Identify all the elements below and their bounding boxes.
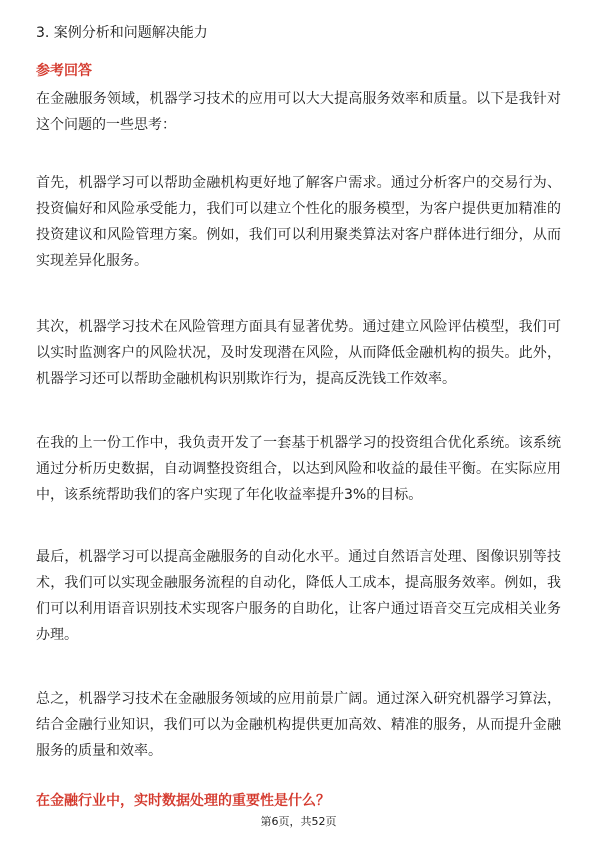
answer-label: 参考回答 <box>36 63 92 79</box>
answer-paragraph-first: 首先，机器学习可以帮助金融机构更好地了解客户需求。通过分析客户的交易行为、投资偏好和风险承受能力，我们可以建立个性化的服务模型，为客户提供更加精准的投资建议和风险管理方案。例如，我们可以利用聚类算法对客户群体进行细分，从而实现差异化服务。 <box>36 175 561 269</box>
answer-paragraph-experience: 在我的上一份工作中，我负责开发了一套基于机器学习的投资组合优化系统。该系统通过分析历史数据，自动调整投资组合，以达到风险和收益的最佳平衡。在实际应用中，该系统帮助我们的客户实现了年化收益率提升3%的目标。 <box>36 435 561 503</box>
answer-paragraph-summary: 总之，机器学习技术在金融服务领域的应用前景广阔。通过深入研究机器学习算法，结合金融行业知识，我们可以为金融机构提供更加高效、精准的服务，从而提升金融服务的质量和效率。 <box>36 691 561 759</box>
answer-paragraph-second: 其次，机器学习技术在风险管理方面具有显著优势。通过建立风险评估模型，我们可以实时监测客户的风险状况，及时发现潜在风险，从而降低金融机构的损失。此外，机器学习还可以帮助金融机构识别欺诈行为，提高反洗钱工作效率。 <box>36 319 561 387</box>
document-page <box>36 0 561 842</box>
next-question-heading: 在金融行业中，实时数据处理的重要性是什么？ <box>36 793 330 809</box>
page-number-footer: 第6页，共52页 <box>260 815 337 828</box>
answer-paragraph-intro: 在金融服务领域，机器学习技术的应用可以大大提高服务效率和质量。以下是我针对这个问题的一些思考： <box>36 91 561 133</box>
section-heading: 3. 案例分析和问题解决能力 <box>36 25 208 41</box>
answer-paragraph-last: 最后，机器学习可以提高金融服务的自动化水平。通过自然语言处理、图像识别等技术，我们可以实现金融服务流程的自动化，降低人工成本，提高服务效率。例如，我们可以利用语音识别技术实现客户服务的自助化，让客户通过语音交互完成相关业务办理。 <box>36 549 561 643</box>
